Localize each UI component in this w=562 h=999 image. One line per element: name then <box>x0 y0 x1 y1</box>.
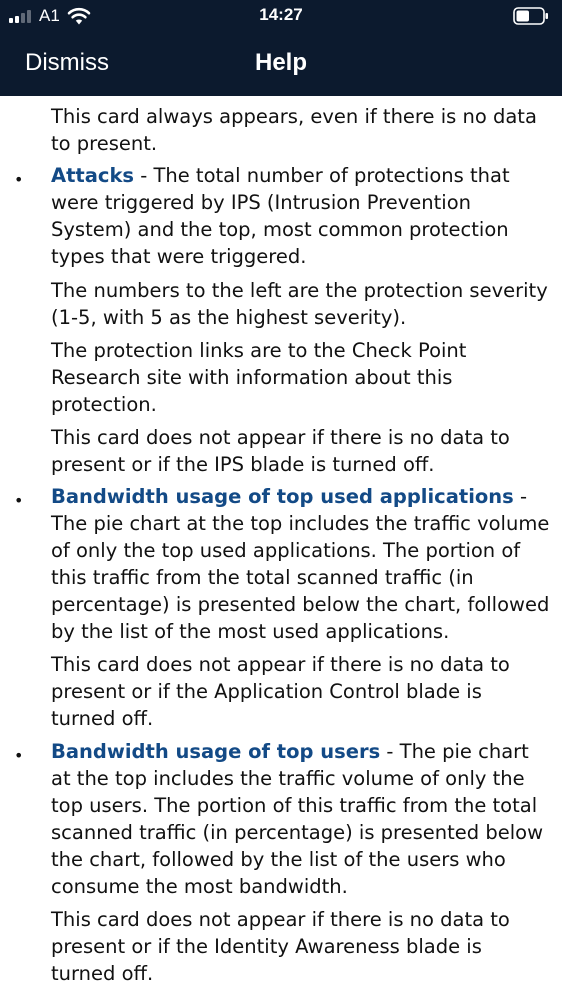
dismiss-button[interactable]: Dismiss <box>25 49 109 76</box>
links-note: The protection links are to the Check Point Research site with information about this protection. <box>51 339 467 416</box>
help-item-description: - The total number of protections that were triggered by IPS (Intrusion Prevention System) and the top, most common protection types that were triggered. <box>51 164 510 268</box>
bullet-marker: • <box>14 170 24 189</box>
help-content[interactable] <box>0 96 562 999</box>
navigation-bar <box>0 0 562 96</box>
page-title: Help <box>254 49 307 76</box>
help-item-top-applications <box>51 483 551 645</box>
keyword-attacks: Attacks <box>51 164 135 187</box>
card-note: This card does not appear if there is no data to present or if the IPS blade is turned off. <box>51 426 510 476</box>
status-bar <box>0 0 562 32</box>
bullet-marker: • <box>14 491 24 510</box>
help-item-top-users <box>51 738 551 900</box>
help-item-description: - The pie chart at the top includes the traffic volume of only the top users. The portion of this traffic from the total scanned traffic (in percentage) is presented below the chart, followed by the list of the users who consume the most bandwidth. <box>51 740 544 898</box>
card-note: This card does not appear if there is no data to present or if the Identity Awareness blade is turned off. <box>51 908 510 985</box>
help-item-description: - The pie chart at the top includes the traffic volume of only the top used applications. The portion of this traffic from the total scanned traffic (in percentage) is presented below the chart, followed by the list of the most used applications. <box>51 485 550 643</box>
keyword-top-applications: Bandwidth usage of top used applications <box>51 485 514 508</box>
battery-icon <box>513 7 549 25</box>
help-item-attacks <box>51 162 551 270</box>
bullet-marker: • <box>14 746 24 765</box>
carrier-name: A1 <box>39 6 60 25</box>
keyword-top-users: Bandwidth usage of top users <box>51 740 381 763</box>
severity-note: The numbers to the left are the protection severity (1-5, with 5 as the highest severity). <box>51 279 548 329</box>
card-note: This card always appears, even if there is no data to present. <box>51 105 537 155</box>
status-time: 14:27 <box>259 5 303 24</box>
card-note: This card does not appear if there is no data to present or if the Application Control blade is turned off. <box>51 653 510 730</box>
